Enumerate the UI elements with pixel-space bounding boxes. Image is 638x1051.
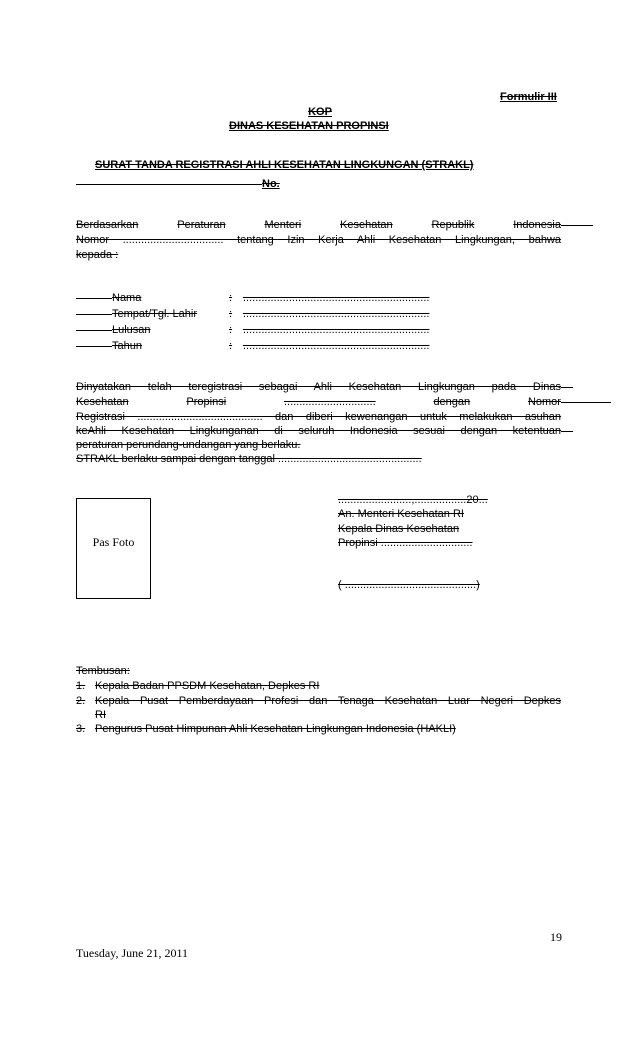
photo-label: Pas Foto [92,535,135,549]
signature-name-line: ( ...........................................) [338,579,480,591]
kop-label: KOP [308,106,332,118]
intro-line-1 [76,218,561,232]
declaration-word: Nomor [527,396,561,408]
field-label-tahun: Tahun [112,340,142,352]
field-colon: : [229,340,233,352]
tembusan-item: Kepala Badan PPSDM Kesehatan, Depkes RI [95,680,320,692]
field-label-nama: Nama [112,292,142,304]
intro-word: Republik [431,219,475,231]
field-label-lulusan: Lulusan [112,324,151,336]
intro-word: Kesehatan [340,219,393,231]
field-value-lulusan: ............................................................. [243,324,430,336]
signature-province: Propinsi .............................. [338,537,473,549]
page-number: 19 [550,930,562,944]
intro-line-2: Nomor ................................. tentang Izin Kerja Ahli Kesehatan Lingkungan, bahwa [76,234,561,246]
declaration-line-2 [76,395,561,409]
declaration-line-5: peraturan perundang-undangan yang berlaku. [76,439,301,451]
footer-date: Tuesday, June 21, 2011 [76,946,189,960]
tembusan-item: Pengurus Pusat Himpunan Ahli Kesehatan Lingkungan Indonesia (HAKLI) [95,723,456,735]
intro-trailing-line [561,225,593,226]
signature-position: Kepala Dinas Kesehatan [338,523,460,535]
field-indent-line [76,298,112,299]
intro-word: Indonesia [513,219,561,231]
tembusan-number: 3. [76,723,86,735]
declaration-line-4: keAhli Kesehatan Lingkunganan di seluruh Indonesia sesuai dengan ketentuan [76,425,561,437]
declaration-word: dengan [433,396,471,408]
tembusan-number: 1. [76,680,86,692]
intro-word: Peraturan [177,219,226,231]
intro-line-3: kepada : [76,249,119,261]
field-label-tempat-tgl-lahir: Tempat/Tgl. Lahir [112,308,197,320]
field-indent-line [76,314,112,315]
declaration-line-6: STRAKL berlaku sampai dengan tanggal ............................................... [76,453,422,465]
tembusan-heading: Tembusan: [76,665,130,677]
field-indent-line [76,346,112,347]
document-title: SURAT TANDA REGISTRASI AHLI KESEHATAN LINGKUNGAN (STRAKL) [95,159,474,171]
declaration-trailing-line [561,402,611,403]
document-number: No. [262,178,280,190]
tembusan-number: 2. [76,695,86,707]
intro-word: Menteri [264,219,302,231]
field-colon: : [229,324,233,336]
tembusan-item: Kepala Pusat Pemberdayaan Profesi dan Tenaga Kesehatan Luar Negeri Depkes [95,695,561,707]
photo-box [76,498,151,599]
declaration-word: Kesehatan [76,396,129,408]
signature-date-line: ........................,.................20... [338,494,488,506]
declaration-word: .............................. [283,396,376,408]
form-label: Formulir III [500,91,557,103]
declaration-word: Propinsi [186,396,227,408]
declaration-line-1: Dinyatakan telah teregistrasi sebagai Ahli Kesehatan Lingkungan pada Dinas [76,381,561,393]
field-indent-line [76,330,112,331]
signature-on-behalf: An. Menteri Kesehatan RI [338,508,464,520]
declaration-line-3: Registrasi ......................................... dan diberi kewenangan untuk melakukan asuhan [76,411,561,423]
intro-word: Berdasarkan [76,219,139,231]
field-value-tempat-tgl-lahir: ............................................................. [243,308,430,320]
office-name: DINAS KESEHATAN PROPINSI [229,120,389,132]
number-underline [76,184,262,185]
declaration-trailing-line [561,387,573,388]
field-value-nama: ............................................................. [243,292,430,304]
field-colon: : [229,292,233,304]
field-value-tahun: ............................................................. [243,340,430,352]
field-colon: : [229,308,233,320]
declaration-trailing-line [561,431,573,432]
tembusan-item-continued: RI [95,709,106,721]
